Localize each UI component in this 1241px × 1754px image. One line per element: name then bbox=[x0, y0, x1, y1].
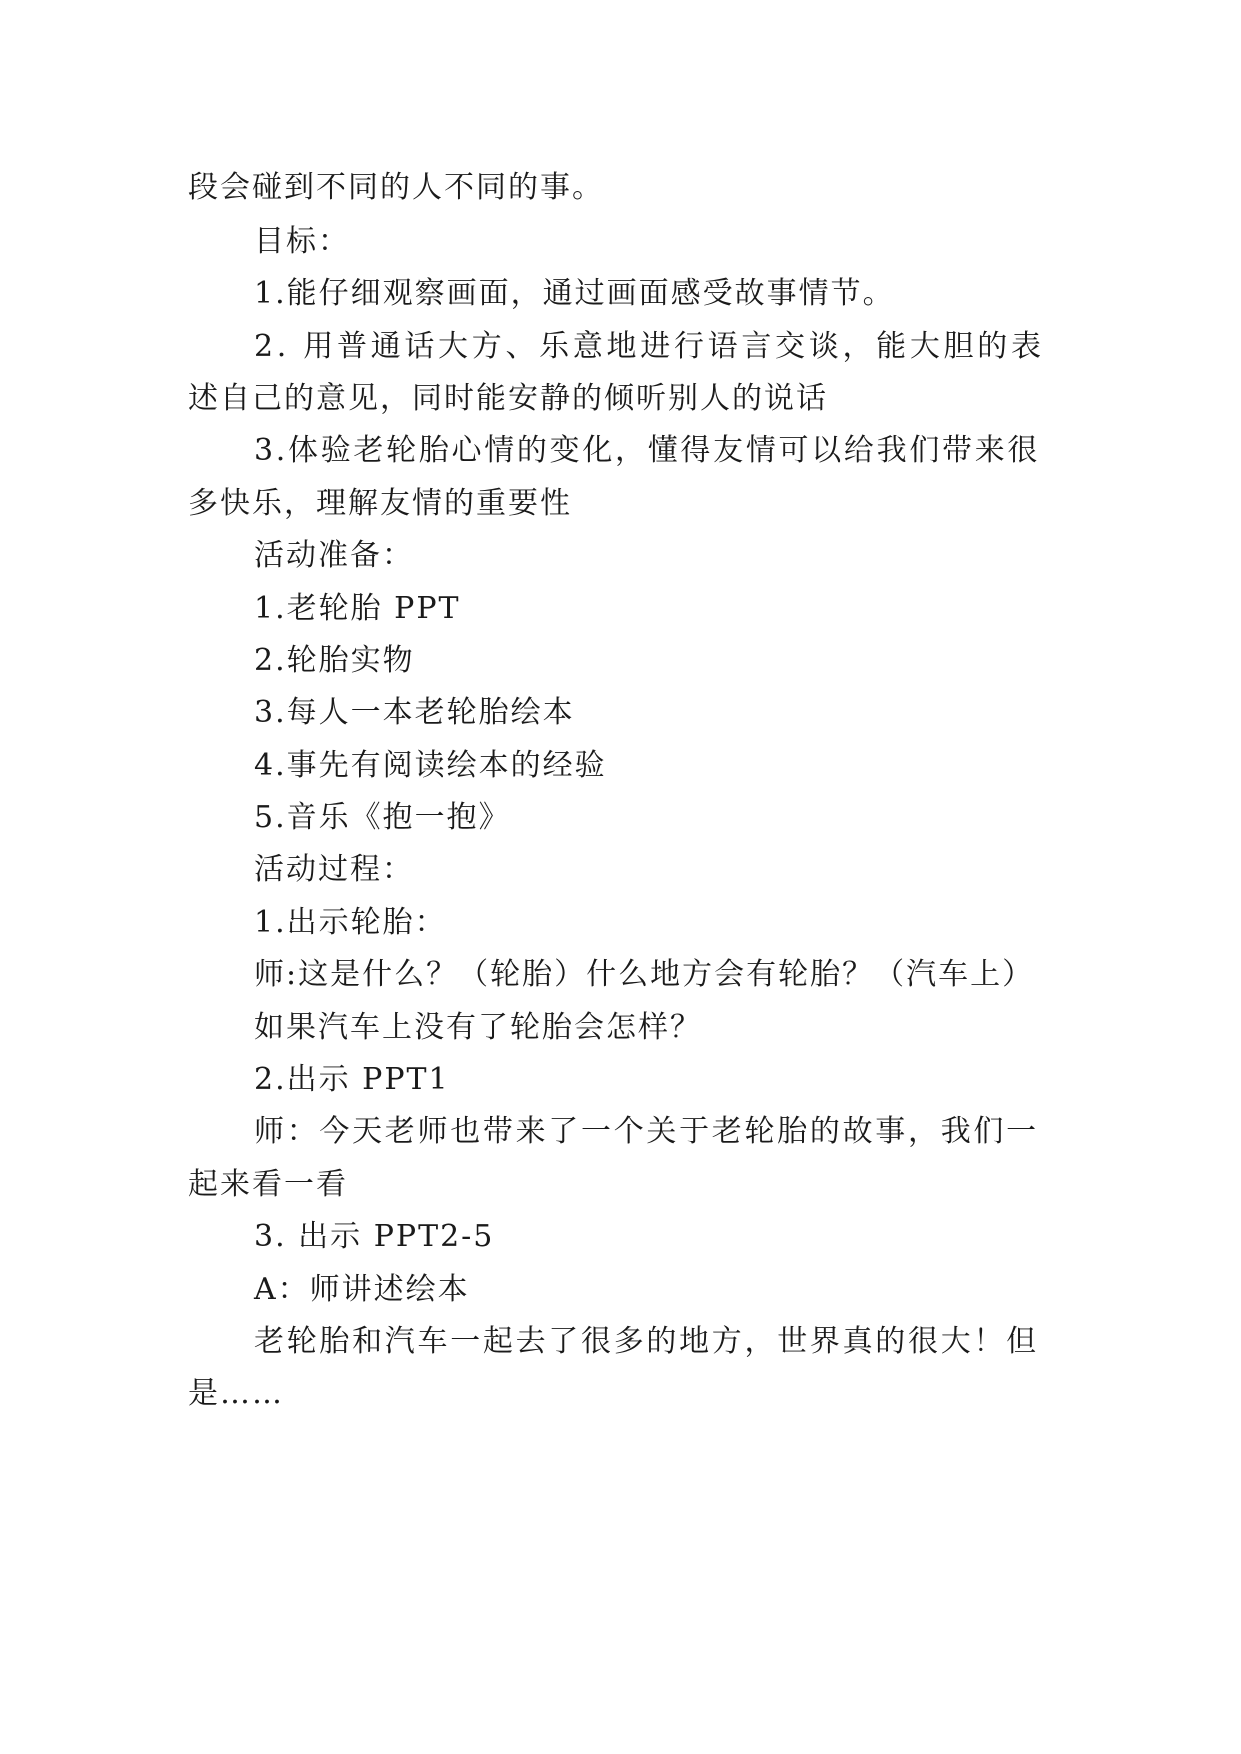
goal-item-3-continued: 多快乐，理解友情的重要性 bbox=[188, 486, 572, 521]
teacher-speech-line-continued: 起来看一看 bbox=[188, 1167, 348, 1202]
teacher-question-line: 师:这是什么？（轮胎）什么地方会有轮胎？（汽车上） bbox=[254, 957, 1035, 992]
preparation-item-3: 3.每人一本老轮胎绘本 bbox=[254, 695, 575, 730]
teacher-speech-line: 师：今天老师也带来了一个关于老轮胎的故事，我们一 bbox=[254, 1114, 1039, 1149]
goal-item-1: 1.能仔细观察画面，通过画面感受故事情节。 bbox=[254, 276, 895, 311]
story-text-line-continued: 是…… bbox=[188, 1376, 284, 1411]
process-step-3: 3. 出示 PPT2-5 bbox=[254, 1219, 495, 1254]
preparation-item-2: 2.轮胎实物 bbox=[254, 643, 415, 678]
goal-item-2-continued: 述自己的意见，同时能安静的倾听别人的说话 bbox=[188, 381, 828, 416]
section-heading-preparation: 活动准备： bbox=[254, 538, 414, 573]
section-heading-process: 活动过程： bbox=[254, 852, 414, 887]
story-text-line: 老轮胎和汽车一起去了很多的地方，世界真的很大！但 bbox=[254, 1324, 1039, 1359]
goal-item-2: 2. 用普通话大方、乐意地进行语言交谈，能大胆的表 bbox=[254, 329, 1045, 364]
process-step-2: 2.出示 PPT1 bbox=[254, 1062, 450, 1097]
process-step-1: 1.出示轮胎： bbox=[254, 905, 447, 940]
section-heading-goals: 目标： bbox=[254, 224, 350, 259]
paragraph-line: 段会碰到不同的人不同的事。 bbox=[188, 170, 604, 205]
preparation-item-5: 5.音乐《抱一抱》 bbox=[254, 800, 511, 835]
preparation-item-4: 4.事先有阅读绘本的经验 bbox=[254, 748, 607, 783]
goal-item-3: 3.体验老轮胎心情的变化，懂得友情可以给我们带来很 bbox=[254, 433, 1041, 468]
process-substep-a: A：师讲述绘本 bbox=[254, 1272, 470, 1307]
preparation-item-1: 1.老轮胎 PPT bbox=[254, 591, 461, 626]
teacher-question-line-continued: 如果汽车上没有了轮胎会怎样？ bbox=[254, 1010, 702, 1045]
